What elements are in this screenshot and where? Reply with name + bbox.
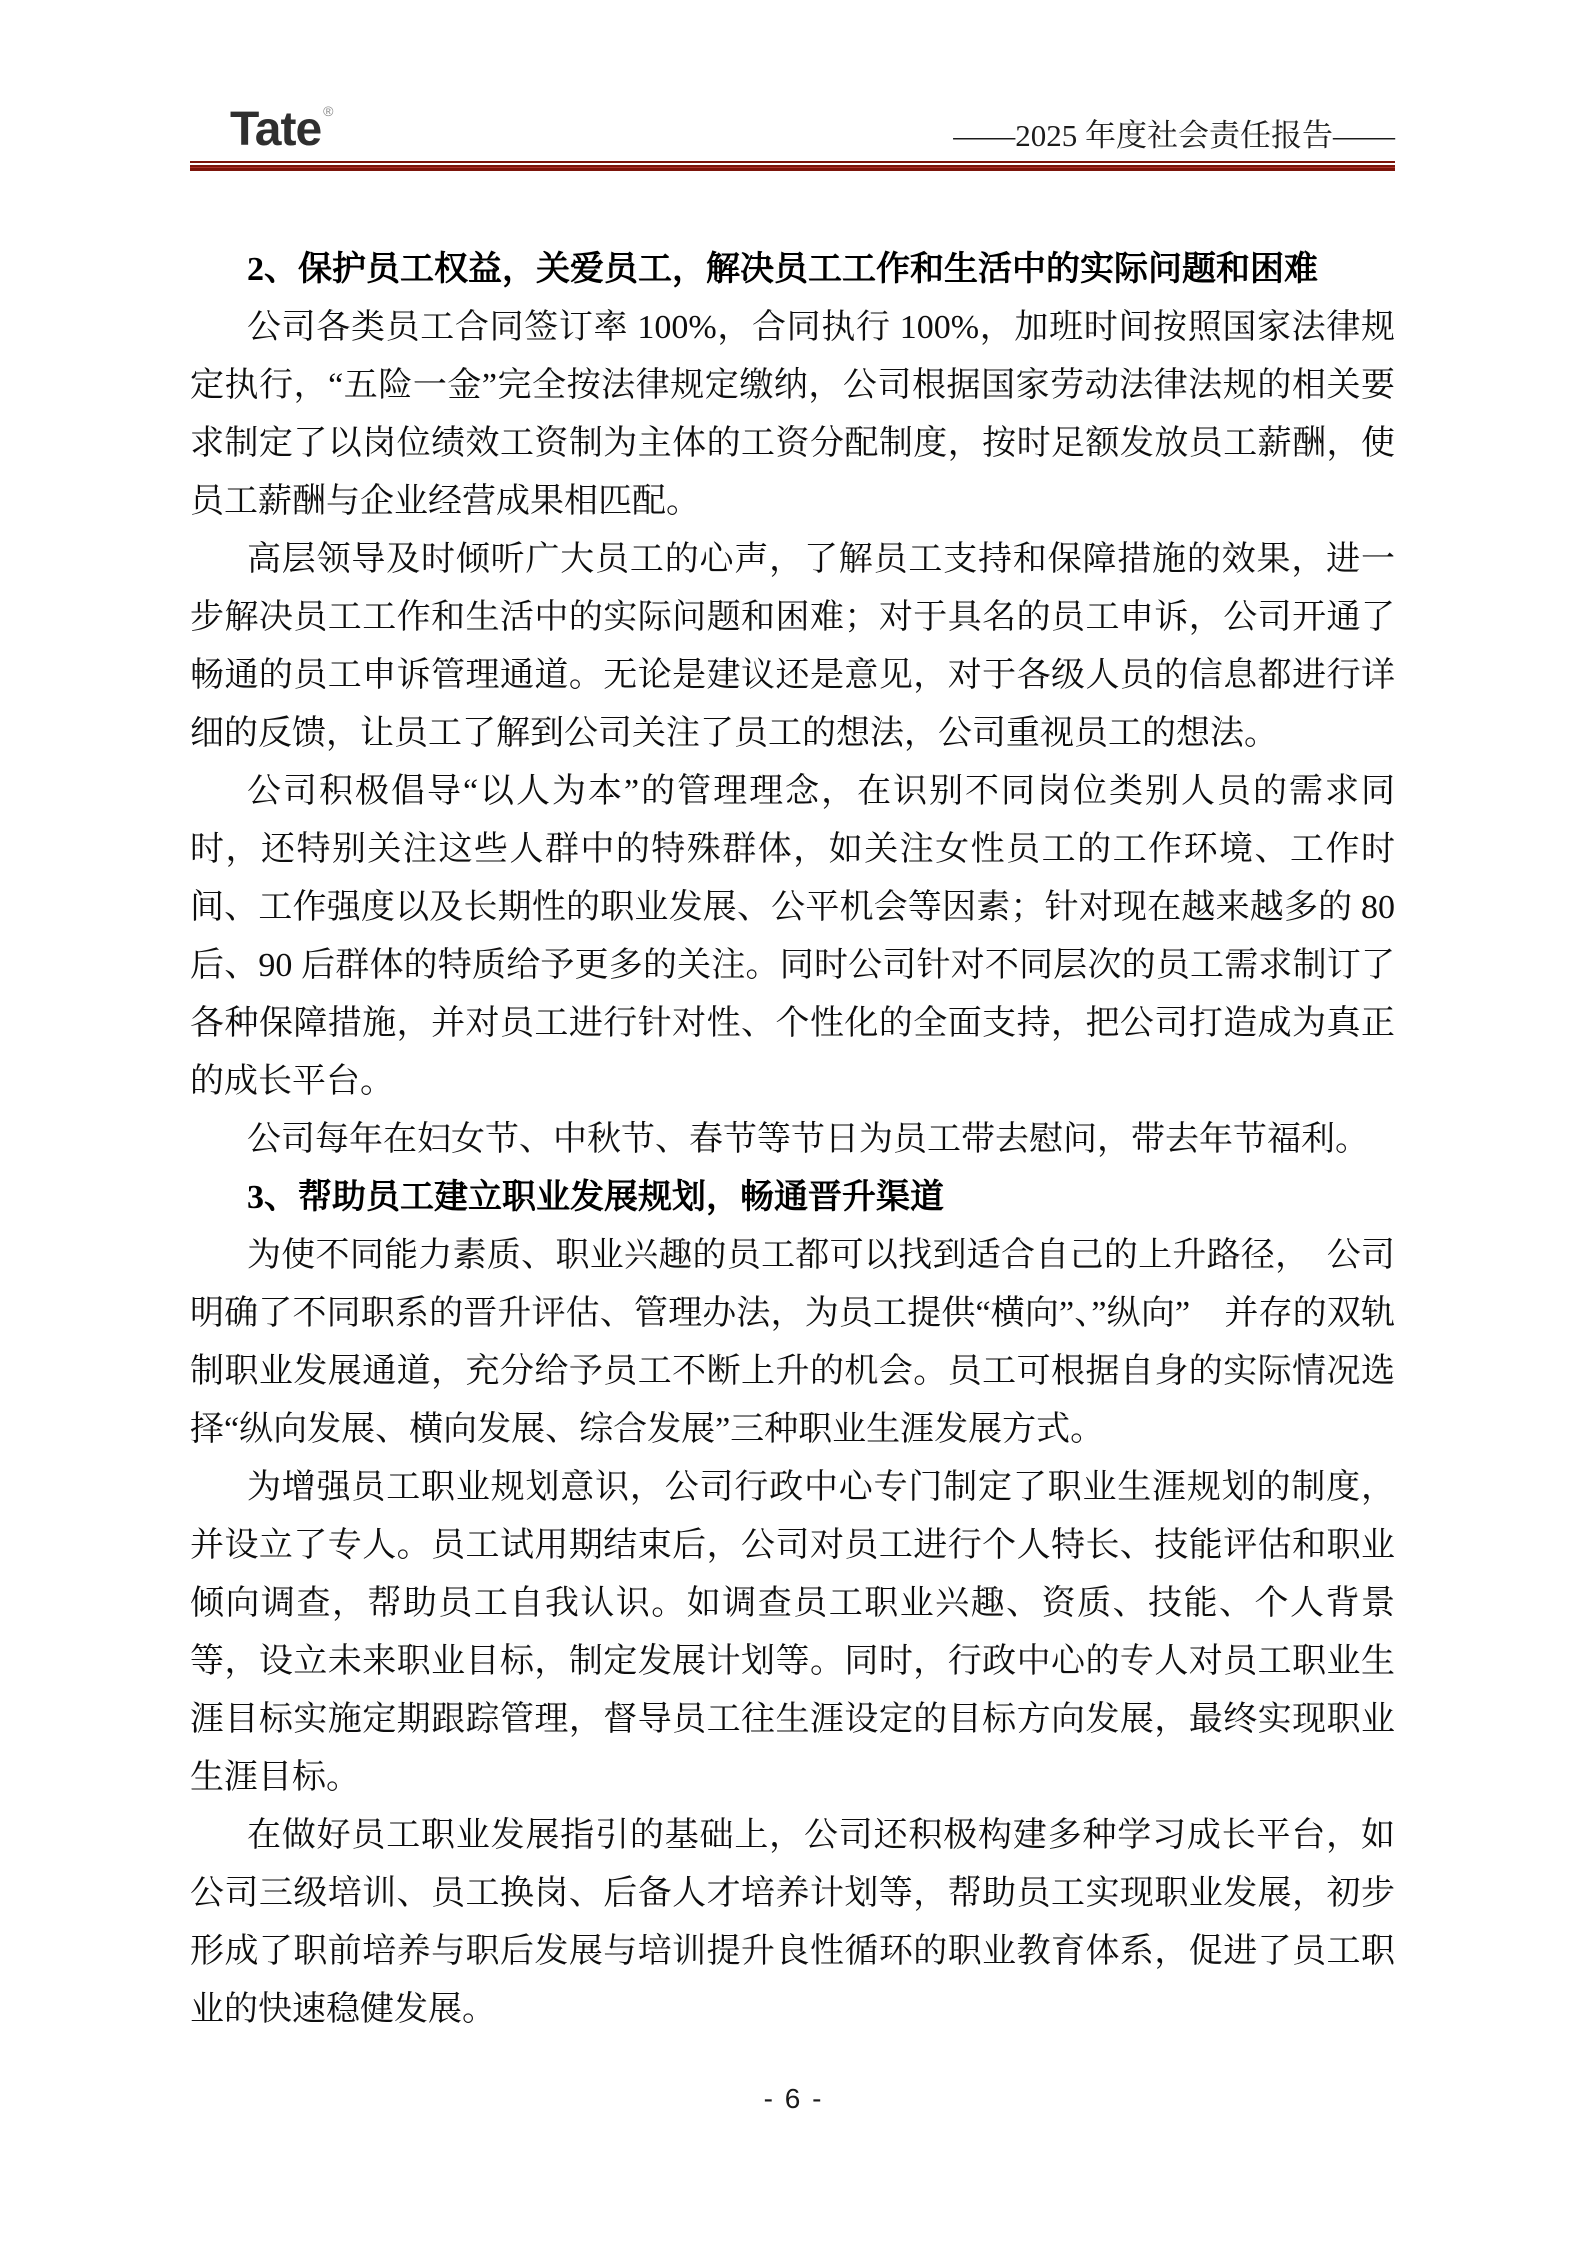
header-row xyxy=(190,103,1395,156)
section-heading-employee-rights: 2、保护员工权益，关爱员工，解决员工工作和生活中的实际问题和困难 xyxy=(247,251,1318,288)
body-paragraph: 公司积极倡导“以人为本”的管理理念，在识别不同岗位类别人员的需求同时，还特别关注这些人群中的特殊群体，如关注女性员工的工作环境、工作时间、工作强度以及长期性的职业发展、公平机会等因素；针对现在越来越多的 80 后、90 后群体的特质给予更多的关注。同时公司针对不同层次的员工需求制订了各种保障措施，并对员工进行针对性、个性化的全面支持，把公司打造成为真正的成长平台。 xyxy=(190,773,1395,1100)
body-paragraph: 在做好员工职业发展指引的基础上，公司还积极构建多种学习成长平台，如公司三级培训、员工换岗、后备人才培养计划等，帮助员工实现职业发展，初步形成了职前培养与职后发展与培训提升良性循环的职业教育体系，促进了员工职业的快速稳健发展。 xyxy=(190,1817,1395,2028)
report-title: ——2025 年度社会责任报告—— xyxy=(953,118,1395,153)
company-logo-text: Tate xyxy=(230,103,322,156)
company-logo xyxy=(230,103,333,156)
body-paragraph: 为增强员工职业规划意识，公司行政中心专门制定了职业生涯规划的制度，并设立了专人。员工试用期结束后，公司对员工进行个人特长、技能评估和职业倾向调查，帮助员工自我认识。如调查员工职业兴趣、资质、技能、个人背景等，设立未来职业目标，制定发展计划等。同时，行政中心的专人对员工职业生涯目标实施定期跟踪管理，督导员工往生涯设定的目标方向发展，最终实现职业生涯目标。 xyxy=(190,1469,1395,1796)
body-paragraph: 公司每年在妇女节、中秋节、春节等节日为员工带去慰问，带去年节福利。 xyxy=(247,1121,1369,1158)
page-footer xyxy=(0,2083,1587,2115)
header-rule-divider xyxy=(190,161,1395,171)
document-body xyxy=(190,171,1395,2039)
page-header xyxy=(190,0,1395,171)
body-paragraph: 为使不同能力素质、职业兴趣的员工都可以找到适合自己的上升路径， 公司明确了不同职系的晋升评估、管理办法，为员工提供“横向”、”纵向” 并存的双轨制职业发展通道，充分给予员工不断上升的机会。员工可根据自身的实际情况选择“纵向发展、横向发展、综合发展”三种职业生涯发展方式。 xyxy=(190,1237,1395,1448)
body-paragraph: 高层领导及时倾听广大员工的心声，了解员工支持和保障措施的效果，进一步解决员工工作和生活中的实际问题和困难；对于具名的员工申诉，公司开通了畅通的员工申诉管理通道。无论是建议还是意见，对于各级人员的信息都进行详细的反馈，让员工了解到公司关注了员工的想法，公司重视员工的想法。 xyxy=(190,541,1395,752)
section-heading-career-development: 3、帮助员工建立职业发展规划，畅通晋升渠道 xyxy=(247,1179,944,1216)
page-number: - 6 - xyxy=(763,2083,824,2114)
registered-trademark-icon: ® xyxy=(323,103,333,119)
body-paragraph: 公司各类员工合同签订率 100%，合同执行 100%，加班时间按照国家法律规定执行，“五险一金”完全按法律规定缴纳，公司根据国家劳动法律法规的相关要求制定了以岗位绩效工资制为主体的工资分配制度，按时足额发放员工薪酬，使员工薪酬与企业经营成果相匹配。 xyxy=(190,309,1395,520)
